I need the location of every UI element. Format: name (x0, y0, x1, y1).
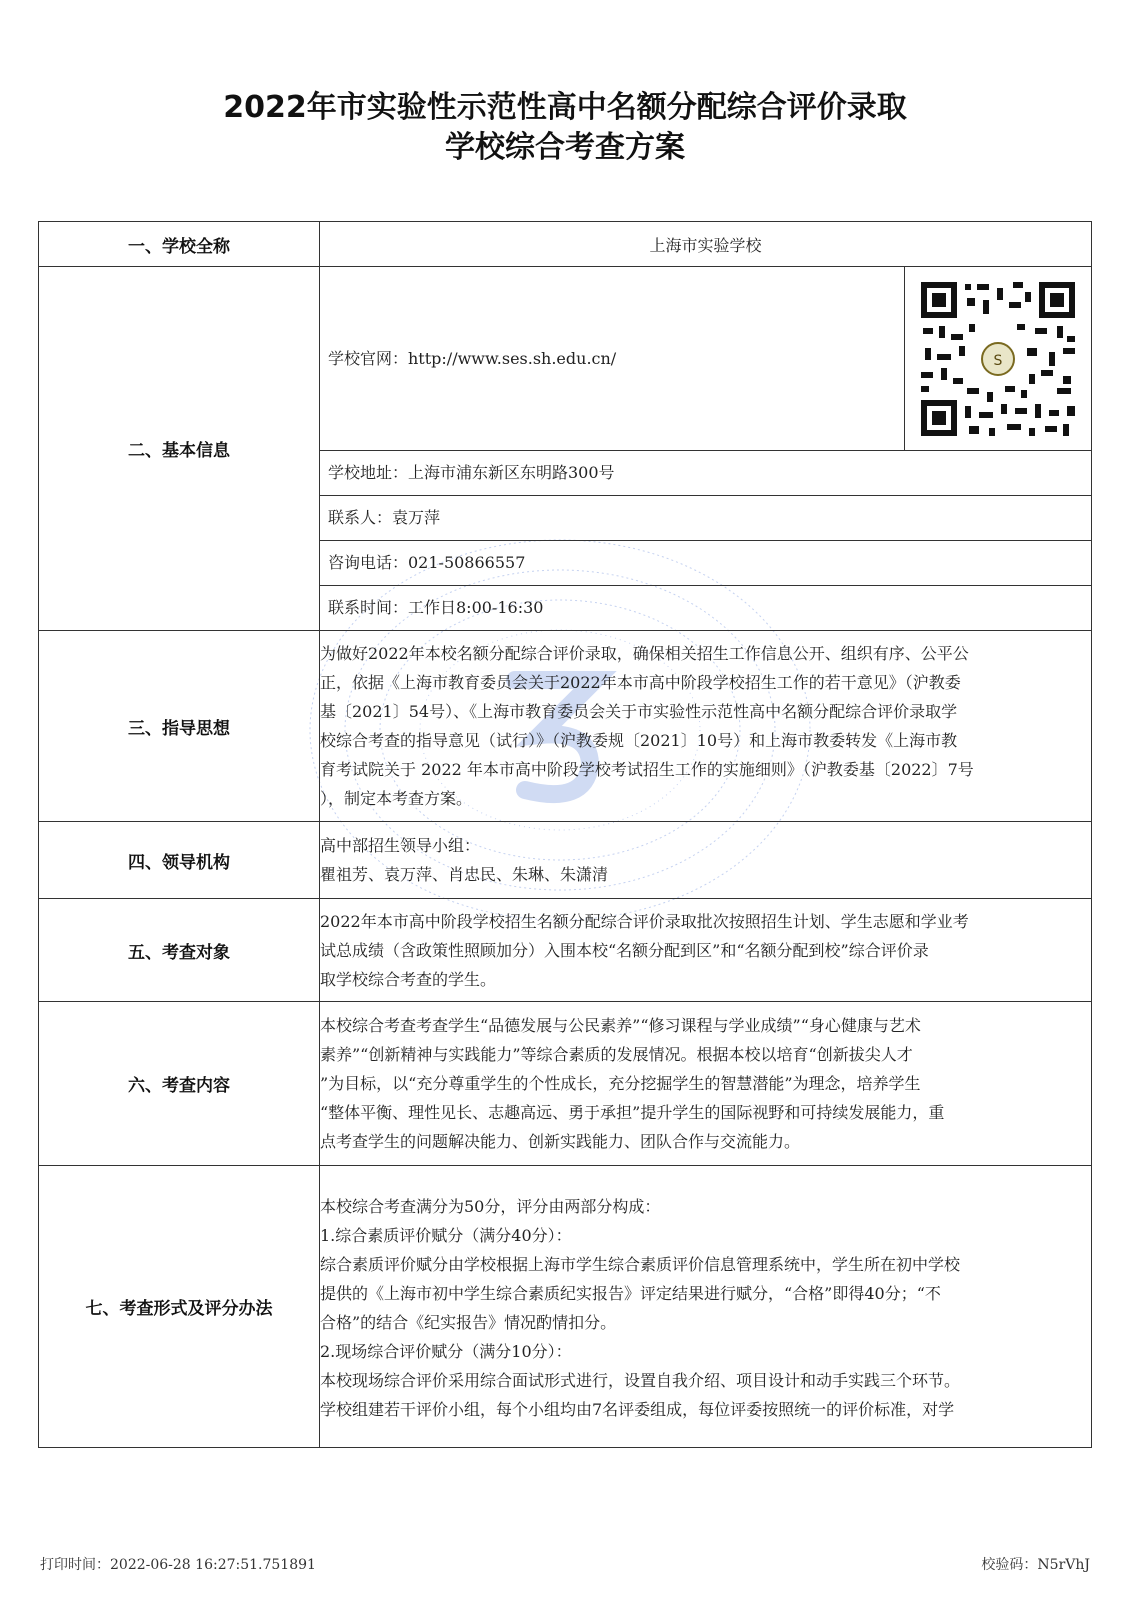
scoring-text (320, 1166, 1092, 1448)
guiding-line: 校综合考查的指导意见（试行）》（沪教委规〔2021〕10号）和上海市教委转发《上海市教 (320, 731, 958, 750)
leadership-line: 高中部招生领导小组： (320, 836, 481, 855)
phone-text: 咨询电话：021-50866557 (320, 541, 1091, 586)
scoring-line: 2.现场综合评价赋分（满分10分）： (320, 1342, 572, 1361)
basic-info-value (320, 267, 1092, 631)
target-line: 取学校综合考查的学生。 (320, 969, 497, 989)
guiding-text (320, 631, 1092, 822)
target-line: 试总成绩（含政策性照顾加分）入围本校“名额分配到区”和“名额分配到校”综合评价录 (320, 940, 929, 960)
guiding-line: 正，依据《上海市教育委员会关于2022年本市高中阶段学校招生工作的若干意见》（沪教委 (320, 673, 961, 692)
row-guiding (39, 631, 1092, 822)
title-line-1: 2022年市实验性示范性高中名额分配综合评价录取 (223, 90, 907, 125)
content-line: 点考查学生的问题解决能力、创新实践能力、团队合作与交流能力。 (320, 1132, 801, 1151)
content-text (320, 1002, 1092, 1166)
contact-text: 联系人：袁万萍 (320, 496, 1091, 541)
scoring-line: 合格”的结合《纪实报告》情况酌情扣分。 (320, 1313, 617, 1332)
scoring-line: 综合素质评价赋分由学校根据上海市学生综合素质评价信息管理系统中，学生所在初中学校 (320, 1255, 961, 1274)
document-title (0, 88, 1130, 168)
leadership-text (320, 822, 1092, 899)
row-school-name (39, 222, 1092, 267)
website-row (320, 267, 1091, 451)
address-text: 学校地址：上海市浦东新区东明路300号 (320, 451, 1091, 496)
content-line: 本校综合考查考查学生“品德发展与公民素养”“修习课程与学业成绩”“身心健康与艺术 (320, 1016, 921, 1035)
website-text: 学校官网：http://www.ses.sh.edu.cn/ (328, 349, 617, 368)
content-line: 素养”“创新精神与实践能力”等综合素质的发展情况。根据本校以培育“创新拔尖人才 (320, 1045, 913, 1064)
content-label: 六、考查内容 (39, 1002, 320, 1166)
qr-code-icon (917, 278, 1079, 440)
school-name-label: 一、学校全称 (39, 222, 320, 267)
guiding-line: 育考试院关于 2022 年本市高中阶段学校考试招生工作的实施细则》（沪教委基〔2022〕7号 (320, 760, 974, 779)
guiding-line: 为做好2022年本校名额分配综合评价录取，确保相关招生工作信息公开、组织有序、公平公 (320, 644, 969, 663)
scoring-label: 七、考查形式及评分办法 (39, 1166, 320, 1448)
leadership-label: 四、领导机构 (39, 822, 320, 899)
svg-text:S: S (993, 352, 1003, 369)
scoring-line: 本校现场综合评价采用综合面试形式进行，设置自我介绍、项目设计和动手实践三个环节。 (320, 1371, 961, 1390)
row-leadership (39, 822, 1092, 899)
content-line: “整体平衡、理性见长、志趣高远、勇于承担”提升学生的国际视野和可持续发展能力，重 (320, 1103, 945, 1122)
row-target (39, 899, 1092, 1002)
target-label: 五、考查对象 (39, 899, 320, 1002)
row-basic-info (39, 267, 1092, 631)
scoring-line: 提供的《上海市初中学生综合素质纪实报告》评定结果进行赋分，“合格”即得40分；“不 (320, 1284, 941, 1303)
target-text (320, 899, 1092, 1002)
scoring-line: 本校综合考查满分为50分，评分由两部分构成： (320, 1197, 661, 1216)
guiding-line: 基〔2021〕54号）、《上海市教育委员会关于市实验性示范性高中名额分配综合评价录取学 (320, 702, 958, 721)
basic-info-label: 二、基本信息 (39, 267, 320, 631)
row-scoring (39, 1166, 1092, 1448)
guiding-label: 三、指导思想 (39, 631, 320, 822)
title-line-2: 学校综合考查方案 (445, 130, 685, 165)
row-content (39, 1002, 1092, 1166)
leadership-line: 瞿祖芳、袁万萍、肖忠民、朱琳、朱潇清 (320, 865, 609, 884)
plan-table (38, 221, 1092, 1448)
school-name-value: 上海市实验学校 (320, 222, 1092, 267)
content-line: ”为目标，以“充分尊重学生的个性成长，充分挖掘学生的智慧潜能”为理念，培养学生 (320, 1074, 921, 1093)
qr-code-box (904, 267, 1091, 450)
print-time: 打印时间：2022-06-28 16:27:51.751891 (40, 1557, 316, 1573)
scoring-line: 学校组建若干评价小组，每个小组均由7名评委组成，每位评委按照统一的评价标准，对学 (320, 1400, 955, 1419)
scoring-line: 1.综合素质评价赋分（满分40分）： (320, 1226, 572, 1245)
target-line: 2022年本市高中阶段学校招生名额分配综合评价录取批次按照招生计划、学生志愿和学业考 (320, 911, 969, 931)
guiding-line: ），制定本考查方案。 (320, 789, 473, 808)
verify-code: 校验码：N5rVhJ (981, 1557, 1090, 1573)
hours-text: 联系时间：工作日8:00-16:30 (328, 598, 544, 617)
